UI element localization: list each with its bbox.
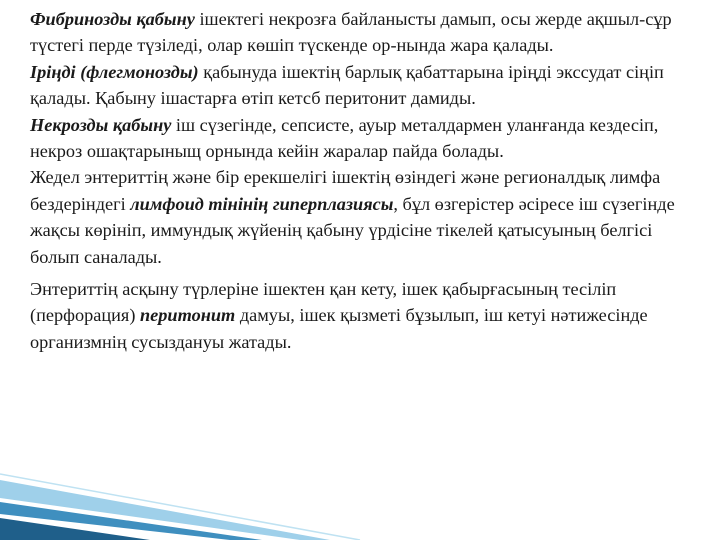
wave-decoration [0, 440, 720, 540]
paragraph-complications-text-after: дамуы, ішек қызметі бұзылып, іш кетуі нәтижесінде организмнің сусыздануы жатады. [30, 305, 648, 352]
term-necrotic: Некрозды қабыну [30, 114, 172, 135]
paragraph-purulent [30, 59, 698, 112]
paragraph-acute-enteritis-text-before: Жедел энтериттің және бір ерекшелігі ішектің өзіндегі және регионалдық лимфа бездеріндегі [30, 167, 661, 214]
paragraph-fibrinous-text: ішектегі некрозға байланысты дамып, осы жерде ақшыл-сұр түстегі перде түзіледі, олар көшіп түскенде ор-нында жара қалады. [30, 9, 672, 56]
paragraph-fibrinous [30, 6, 698, 59]
paragraph-acute-enteritis [30, 164, 698, 270]
paragraph-complications [30, 276, 698, 355]
paragraph-complications-text-before: Энтериттің асқыну түрлеріне ішектен қан кету, ішек қабырғасының тесіліп (перфорация) [30, 279, 617, 326]
paragraph-acute-enteritis-text-after: , бұл өзгерістер әсіресе іш сүзегінде жақсы көрініп, иммундық жүйенің қабыну үрдісіне тікелей қатысуының белгісі болып саналады. [30, 193, 675, 267]
paragraph-necrotic [30, 112, 698, 165]
slide-text-body [30, 6, 698, 355]
paragraph-necrotic-text: іш сүзегінде, сепсисте, ауыр металдармен уланғанда кездесіп, некроз ошақтарыныщ орнында кейін жаралар пайда болады. [30, 114, 659, 162]
paragraph-purulent-text: қабынуда ішектің барлық қабаттарына іріңді экссудат сіңіп қалады. Қабыну ішастарға өтіп кетсб перитонит дамиды. [30, 61, 664, 109]
term-lymphoid-hyperplasia: лимфоид тінінің гиперплазиясы [130, 193, 394, 214]
term-peritonitis: перитонит [140, 305, 236, 326]
term-fibrinous: Фибринозды қабыну [30, 9, 195, 29]
term-purulent: Іріңді (флегмонозды) [30, 61, 199, 82]
